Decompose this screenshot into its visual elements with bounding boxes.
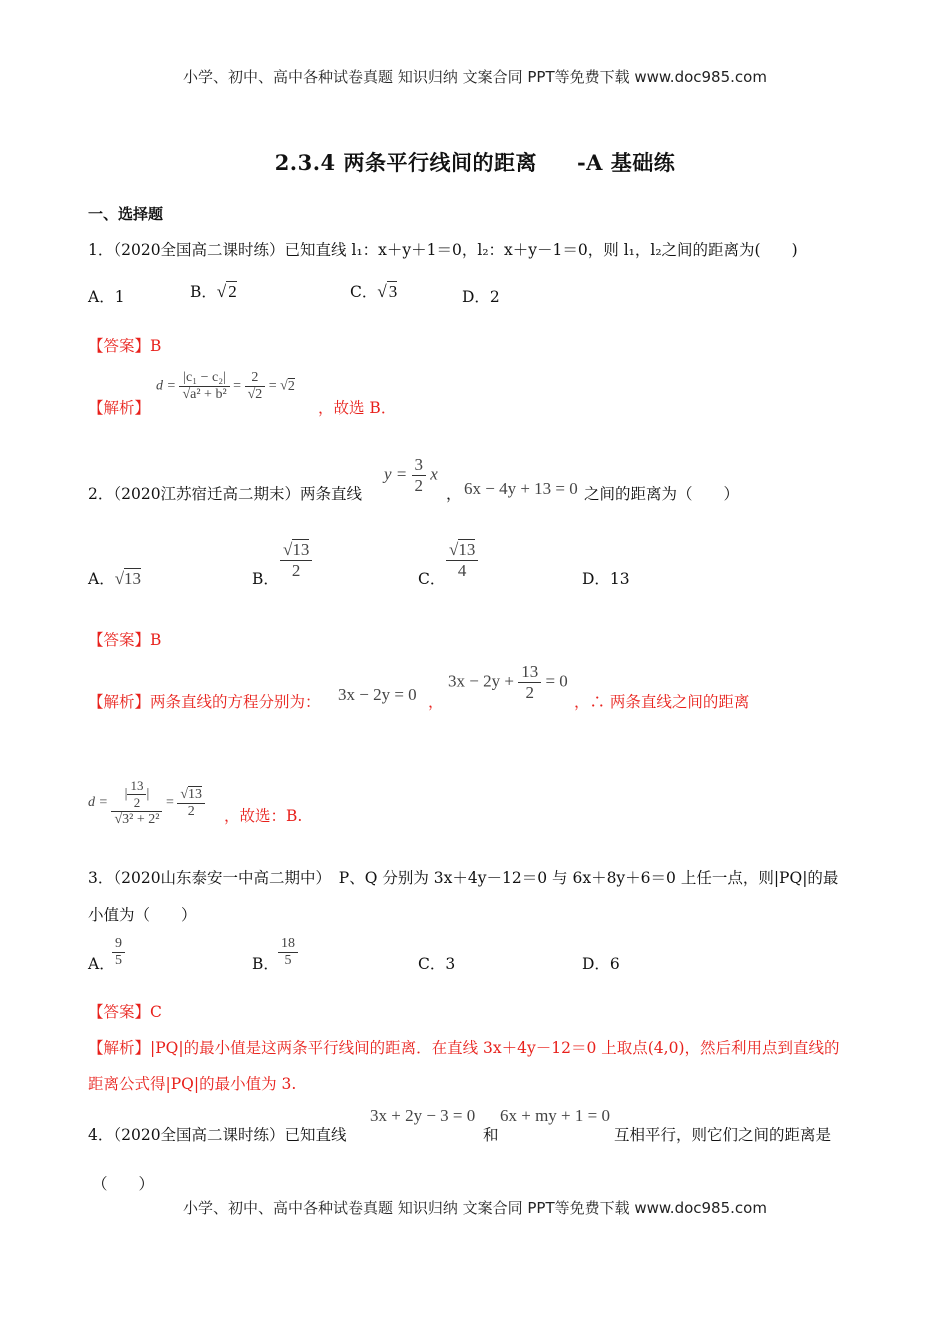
q4-stem-suffix: 互相平行，则它们之间的距离是 [614,1126,832,1144]
q4-answer-blank: （ ） [92,1175,155,1193]
q4-stem-prefix: 4．（2020全国高二课时练）已知直线 [88,1126,347,1144]
q2-option-b-label: B． [252,570,279,588]
q3-stem-line1: 3．（2020山东泰安一中高二期中） P、Q 分别为 3x＋4y－12＝0 与 6x＋8y＋6＝0 上任一点，则|PQ|的最 [88,869,839,887]
q1-stem: 1．（2020全国高二课时练）已知直线 l₁：x＋y＋1＝0，l₂：x＋y－1＝0，则 l₁，l₂之间的距离为( ) [88,241,798,259]
q1-analysis-label: 【解析】 [88,399,151,417]
q1-option-d: D．2 [462,288,500,306]
q4-line1-equation: 3x + 2y − 3 = 0 [370,1106,476,1125]
q1-option-b-radicand: 2 [228,282,237,301]
title-main: 2.3.4 两条平行线间的距离 [274,150,537,175]
section-heading: 一、选择题 [88,205,164,223]
q3-option-b-label: B． [252,955,279,973]
q2-line2-equation: 6x − 4y + 13 = 0 [464,479,578,498]
q1-option-b: B．√ 2 [190,282,237,301]
q1-option-a: A．1 [88,288,125,306]
q4-line2-equation: 6x + my + 1 = 0 [500,1106,610,1125]
q2-stem-suffix: 之间的距离为（ ） [584,485,740,503]
q3-option-a-value: $\frac{9}{5}$ [112,936,125,969]
q1-option-c: C．√ 3 [350,282,398,301]
q1-analysis-conclusion: ，故选 B． [318,399,397,417]
q2-option-b-value: $\frac{√13}{2}$ [280,540,312,581]
q2-final-conclusion: ，故选：B. [224,807,303,825]
q3-option-d: D．6 [582,955,620,973]
page-title [0,147,950,177]
q3-option-b-value: $\frac{18}{5}$ [278,936,298,969]
q2-final-formula: d = | $\frac{13}{2}$ | √3² + 2² = $\frac{√13}{2}$ [88,778,205,828]
q4-conjunction: 和 [483,1126,499,1144]
q2-option-a: A．√13 [88,569,142,588]
q2-separator: ， [446,485,462,503]
q2-analysis-equation-a: 3x − 2y = 0 [338,685,417,704]
q2-analysis-tail: ，∴ 两条直线之间的距离 [574,693,750,711]
q2-analysis-comma: ， [428,693,444,711]
q3-option-a-label: A． [88,955,115,973]
page-header: 小学、初中、高中各种试卷真题 知识归纳 文案合同 PPT等免费下载 www.doc985.com [183,68,767,86]
q2-analysis-text: 【解析】两条直线的方程分别为： [88,693,321,711]
q3-analysis-line2: 距离公式得|PQ|的最小值为 3. [88,1075,297,1093]
q2-answer: 【答案】B [88,631,162,649]
page-footer: 小学、初中、高中各种试卷真题 知识归纳 文案合同 PPT等免费下载 www.doc985.com [183,1199,767,1217]
q2-analysis-equation-b: 3x − 2y + $\frac{13}{2}$ = 0 [448,662,568,702]
q2-option-c-label: C． [418,570,446,588]
q2-option-d: D．13 [582,570,630,588]
q3-stem-line2: 小值为（ ） [88,906,197,924]
q3-option-c: C．3 [418,955,456,973]
q3-answer: 【答案】C [88,1003,162,1021]
q2-option-c-value: $\frac{√13}{4}$ [446,540,478,581]
q2-line1-equation: y = $\frac{3}{2}$ x [384,455,438,495]
q3-analysis-line1: 【解析】|PQ|的最小值是这两条平行线间的距离．在直线 3x＋4y－12＝0 上取点(4,0)，然后利用点到直线的 [88,1039,840,1057]
q1-distance-formula: d = $\frac{\text{|c₁ − c₂|}}{\text{√a² + b²}}$ = $\frac{2}{√2}$ = √2 [156,370,295,402]
q1-answer: 【答案】B [88,337,162,355]
q1-option-c-radicand: 3 [388,282,398,301]
q2-stem-prefix: 2．（2020江苏宿迁高二期末）两条直线 [88,485,363,503]
title-suffix: -A 基础练 [576,150,676,175]
